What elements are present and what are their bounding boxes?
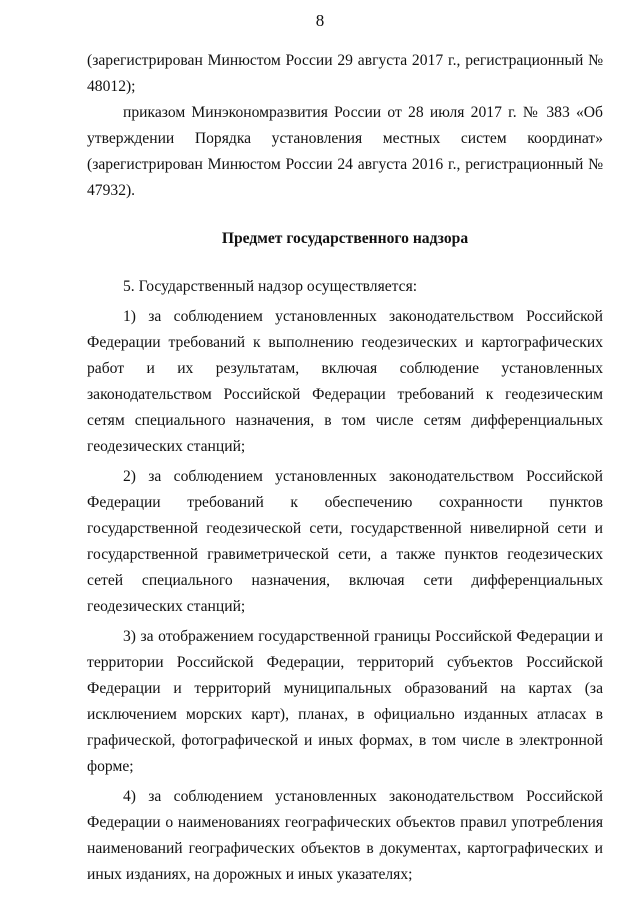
paragraph-registration-48012: (зарегистрирован Минюстом России 29 августа 2017 г., регистрационный № 48012); <box>87 52 603 95</box>
paragraph-item-2: 2) за соблюдением установленных законодательством Российской Федерации требований к обеспечению сохранности пунктов государственной геодезической сети, государственной нивелирной сети и государственной гравиметрической сети, а также пунктов геодезических сетей специального назначения, включая сети дифференциальных геодезических станций; <box>87 468 603 615</box>
paragraph-item-3: 3) за отображением государственной границы Российской Федерации и территории Российской Федерации, территорий субъектов Российской Федерации и территорий муниципальных образований на картах (за исключением морских карт), планах, в официально изданных атласах в графической, фотографической и иных формах, в том числе в электронной форме; <box>87 628 603 775</box>
section-heading: Предмет государственного надзора <box>221 230 469 247</box>
page-number: 8 <box>315 11 325 30</box>
paragraph-item-4: 4) за соблюдением установленных законодательством Российской Федерации о наименованиях географических объектов правил употребления наименований географических объектов в документах, картографических и иных изданиях, на дорожных и иных указателях; <box>87 788 603 883</box>
paragraph-order-383: приказом Минэкономразвития России от 28 июля 2017 г. № 383 «Об утверждении Порядка установления местных систем координат» (зарегистрирован Минюстом России 24 августа 2016 г., регистрационный № 47932). <box>87 104 603 199</box>
paragraph-item-1: 1) за соблюдением установленных законодательством Российской Федерации требований к выполнению геодезических и картографических работ и их результатам, включая соблюдение установленных законодательством Российской Федерации требований к геодезическим сетям специального назначения, в том числе сетям дифференциальных геодезических станций; <box>87 308 603 455</box>
paragraph-clause-5: 5. Государственный надзор осуществляется: <box>123 278 418 295</box>
document-body <box>87 48 603 888</box>
